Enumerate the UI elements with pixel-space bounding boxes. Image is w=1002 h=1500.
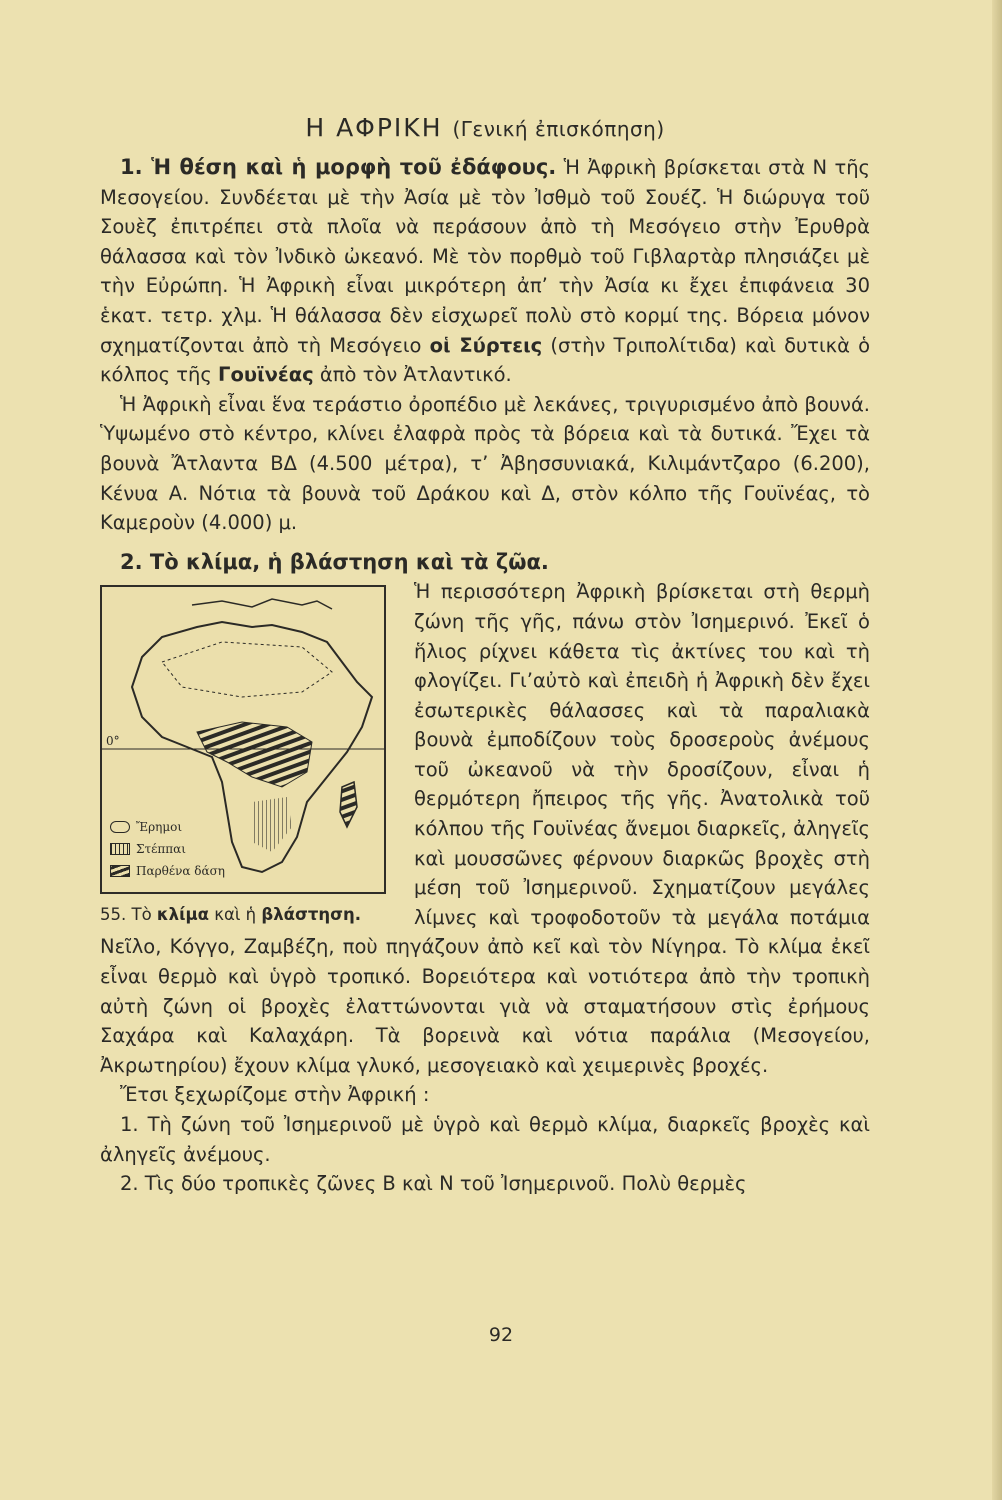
legend-desert-label: Ἔρημοι xyxy=(136,820,183,835)
section2-heading: 2. Τὸ κλίμα, ἡ βλάστηση καὶ τὰ ζῶα. xyxy=(120,549,549,574)
section1-text-a: Ἡ Ἀφρικὴ βρίσκεται στὰ Ν τῆς Μεσογείου. Συνδέεται μὲ τὴν Ἀσία μὲ τὸν Ἰσθμὸ τοῦ Σουέζ. Ἡ διώρυγα τοῦ Σουὲζ ἐπιτρέπει στὰ πλοῖα νὰ περάσουν ἀπὸ τὴ Μεσόγειο στὴν Ἐρυθρὰ θάλασσα καὶ τὸν Ἰνδικὸ ὠκεανό. Μὲ τὸν πορθμὸ τοῦ Γιβλαρτὰρ πλησιάζει μὲ τὴν Εὐρώπη. Ἡ Ἀφρικὴ εἶναι μικρότερη ἀπ’ τὴν Ἀσία κι ἔχει ἐπιφάνεια 30 ἑκατ. τετρ. χλμ. Ἡ θάλασσα δὲν εἰσχωρεῖ πολὺ στὸ κορμί της. Βόρεια μόνον σχηματίζονται ἀπὸ τὴ Μεσόγειο xyxy=(100,156,870,357)
legend-forest xyxy=(110,860,225,882)
legend-forest-label: Παρθένα δάση xyxy=(136,864,225,879)
term-syrtes: οἱ Σύρτεις xyxy=(429,333,543,357)
title-main: Η ΑΦΡΙΚΗ xyxy=(305,113,443,142)
figure-caption xyxy=(100,902,400,928)
equator-label: 0° xyxy=(106,734,120,749)
caption-climate: κλίμα xyxy=(156,905,209,925)
section1-heading: 1. Ἡ θέση καὶ ἡ μορφὴ τοῦ ἐδάφους. xyxy=(120,155,557,179)
europe-coast xyxy=(192,599,332,609)
section1-paragraph2: Ἡ Ἀφρικὴ εἶναι ἕνα τεράστιο ὀροπέδιο μὲ λεκάνες, τριγυρισμένο ἀπὸ βουνά. Ὑψωμένο στὸ κέντρο, κλίνει ἐλαφρὰ πρὸς τὰ βόρεια καὶ τὰ δυτικά. Ἔχει τὰ βουνὰ Ἄτλαντα ΒΔ (4.500 μέτρα), τ’ Ἀβησσυνιακά, Κιλιμάντζαρο (6.200), Κένυα Α. Νότια τὰ βουνὰ τοῦ Δράκου καὶ Δ, στὸν κόλπο τῆς Γουϊνέας, τὸ Καμεροὺν (4.000) μ. xyxy=(100,392,870,535)
page-edge xyxy=(992,0,1002,1500)
page-title xyxy=(100,110,870,147)
forest-zone xyxy=(197,722,312,787)
list-item-1: 1. Τὴ ζώνη τοῦ Ἰσημερινοῦ μὲ ὑγρὸ καὶ θερμὸ κλίμα, διαρκεῖς βροχὲς καὶ ἀληγεῖς ἀνέμους. xyxy=(100,1113,870,1166)
list-item-2: 2. Τὶς δύο τροπικὲς ζῶνες Β καὶ Ν τοῦ Ἰσημερινοῦ. Πολὺ θερμὲς xyxy=(120,1172,747,1196)
steppe-swatch-icon xyxy=(110,843,130,855)
page-number: 92 xyxy=(488,1324,514,1346)
section2-paragraph1 xyxy=(100,548,870,578)
forest-swatch-icon xyxy=(110,865,130,877)
map-legend xyxy=(110,816,225,882)
africa-climate-figure xyxy=(100,585,400,928)
section2-summary: Ἔτσι ξεχωρίζομε στὴν Ἀφρική : xyxy=(120,1083,430,1107)
africa-map xyxy=(100,585,386,894)
legend-steppe xyxy=(110,838,225,860)
legend-desert xyxy=(110,816,225,838)
legend-steppe-label: Στέππαι xyxy=(136,842,186,857)
section1-text-b: (στὴν Τριπολίτιδα) καὶ δυτικὰ ὁ κόλπος τῆς xyxy=(100,333,871,387)
caption-number: 55. Τὸ xyxy=(100,905,152,925)
caption-vegetation: βλάστηση. xyxy=(261,905,361,925)
section2-body: Ἡ περισσότερη Ἀφρικὴ βρίσκεται στὴ θερμὴ ζώνη τῆς γῆς, πάνω στὸν Ἰσημερινό. Ἐκεῖ ὁ ἥλιος ρίχνει κάθετα τὶς ἀκτίνες του καὶ τὴ φλογίζει. Γι’αὐτὸ καὶ ἐπειδὴ ἡ Ἀφρικὴ δὲν ἔχει ἐσωτερικὲς θάλασσες καὶ τὰ παραλιακὰ βουνὰ ἐμποδίζουν τοὺς δροσεροὺς ἀνέμους τοῦ ὠκεανοῦ νὰ τὴν δροσίζουν, εἶναι ἡ θερμότερη ἤπειρος τῆς γῆς. Ἀνατολικὰ τοῦ κόλπου τῆς Γουϊνέας ἄνεμοι διαρκεῖς, ἀληγεῖς καὶ μουσσῶνες φέρνουν διαρκῶς βροχὲς στὴ μέση τοῦ Ἰσημερινοῦ. Σχηματίζουν μεγάλες λίμνες καὶ τροφοδοτοῦν τὰ μεγάλα ποτάμια Νεῖλο, Κόγγο, Ζαμβέζη, ποὺ πηγάζουν ἀπὸ κεῖ καὶ τὸν Νίγηρα. Τὸ κλίμα ἐκεῖ εἶναι θερμὸ καὶ ὑγρὸ τροπικό. Βορειότερα καὶ νοτιότερα ἀπὸ τὴν τροπικὴ αὐτὴ ζώνη οἱ βροχὲς ἐλαττώνονται γιὰ νὰ σταματήσουν στὶς ἐρήμους Σαχάρα καὶ Καλαχάρη. Τὰ βορεινὰ καὶ νότια παράλια (Μεσογείου, Ἀκρωτηρίου) ἔχουν κλίμα γλυκό, μεσογειακὸ καὶ χειμερινὲς βροχές. xyxy=(100,580,870,1077)
madagascar xyxy=(340,782,357,827)
title-sub: (Γενική ἐπισκόπηση) xyxy=(452,117,665,141)
text-column xyxy=(100,110,870,1199)
desert-swatch-icon xyxy=(110,821,130,833)
term-guinea: Γουϊνέας xyxy=(218,363,314,387)
section1-paragraph1 xyxy=(100,153,870,390)
caption-and: καὶ ἡ xyxy=(214,905,257,925)
section1-text-c: ἀπὸ τὸν Ἀτλαντικό. xyxy=(319,363,512,387)
